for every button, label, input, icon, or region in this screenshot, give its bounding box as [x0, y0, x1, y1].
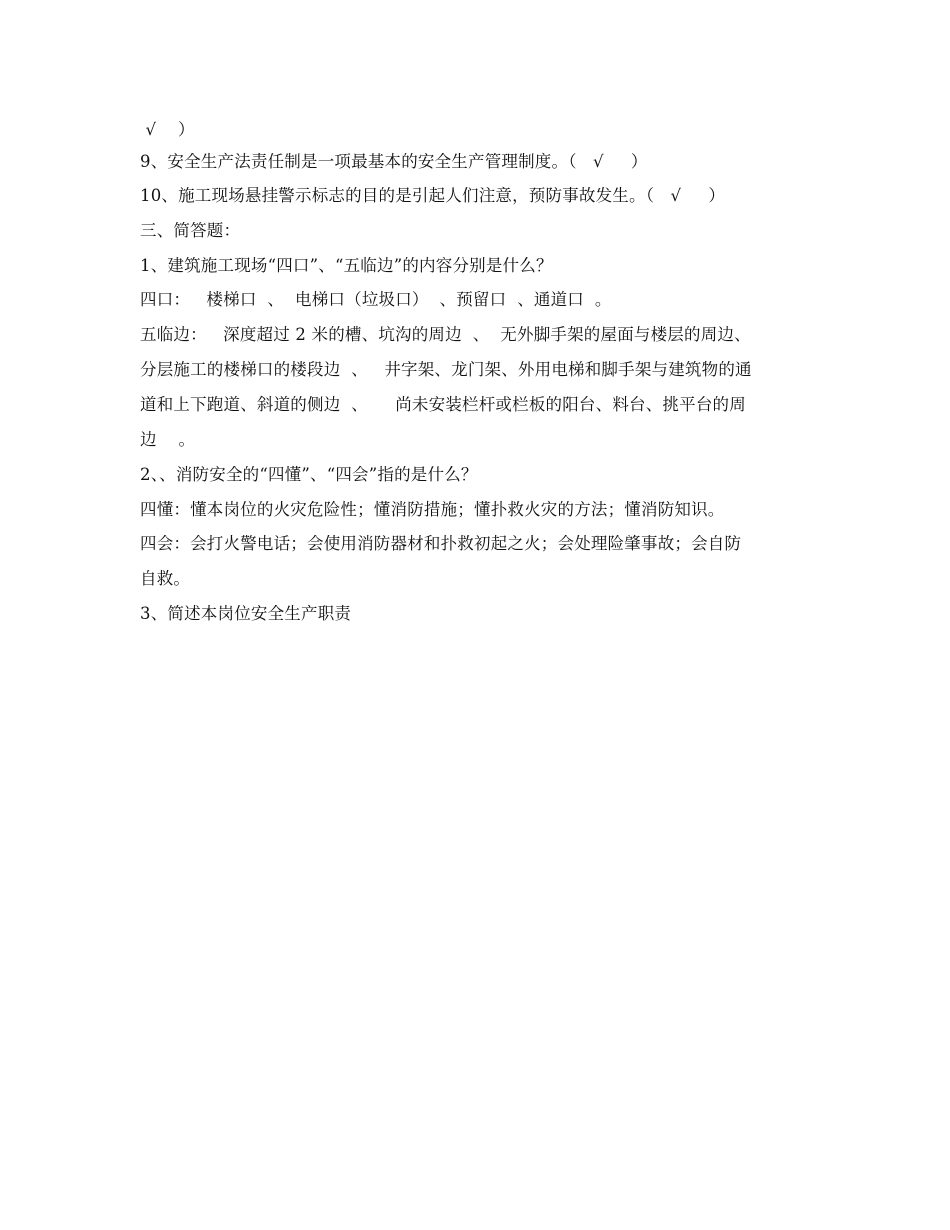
question-9-line: 9、安全生产法责任制是一项最基本的安全生产管理制度。（ √ ） — [140, 152, 648, 171]
short-question-1-line: 1、建筑施工现场“四口”、“五临边”的内容分别是什么？ — [140, 256, 553, 275]
five-edges-answer-line-1: 五临边： 深度超过 2 米的槽、坑沟的周边 、 无外脚手架的屋面与楼层的周边、 — [140, 325, 751, 344]
four-abilities-answer-line-2: 自救。 — [140, 569, 191, 588]
five-edges-answer-line-2: 分层施工的楼梯口的楼段边 、 井字架、龙门架、外用电梯和脚手架与建筑物的通 — [140, 360, 752, 379]
answer-continuation-line: √ ） — [140, 120, 195, 139]
section-heading-short-answer: 三、简答题： — [140, 221, 241, 240]
short-question-2-line: 2、、消防安全的“四懂”、“四会”指的是什么？ — [140, 465, 478, 484]
five-edges-answer-line-4: 边 。 — [140, 430, 196, 449]
four-openings-answer-line: 四口： 楼梯口 、 电梯口（垃圾口） 、预留口 、通道口 。 — [140, 290, 612, 309]
five-edges-answer-line-3: 道和上下跑道、斜道的侧边 、 尚未安装栏杆或栏板的阳台、料台、挑平台的周 — [140, 395, 746, 414]
four-abilities-answer-line-1: 四会：会打火警电话；会使用消防器材和扑救初起之火；会处理险肇事故；会自防 — [140, 534, 742, 553]
question-10-line: 10、施工现场悬挂警示标志的目的是引起人们注意，预防事故发生。（ √ ） — [140, 186, 726, 205]
short-question-3-line: 3、简述本岗位安全生产职责 — [140, 604, 352, 623]
four-understandings-answer-line: 四懂：懂本岗位的火灾危险性；懂消防措施；懂扑救火灾的方法；懂消防知识。 — [140, 500, 725, 519]
